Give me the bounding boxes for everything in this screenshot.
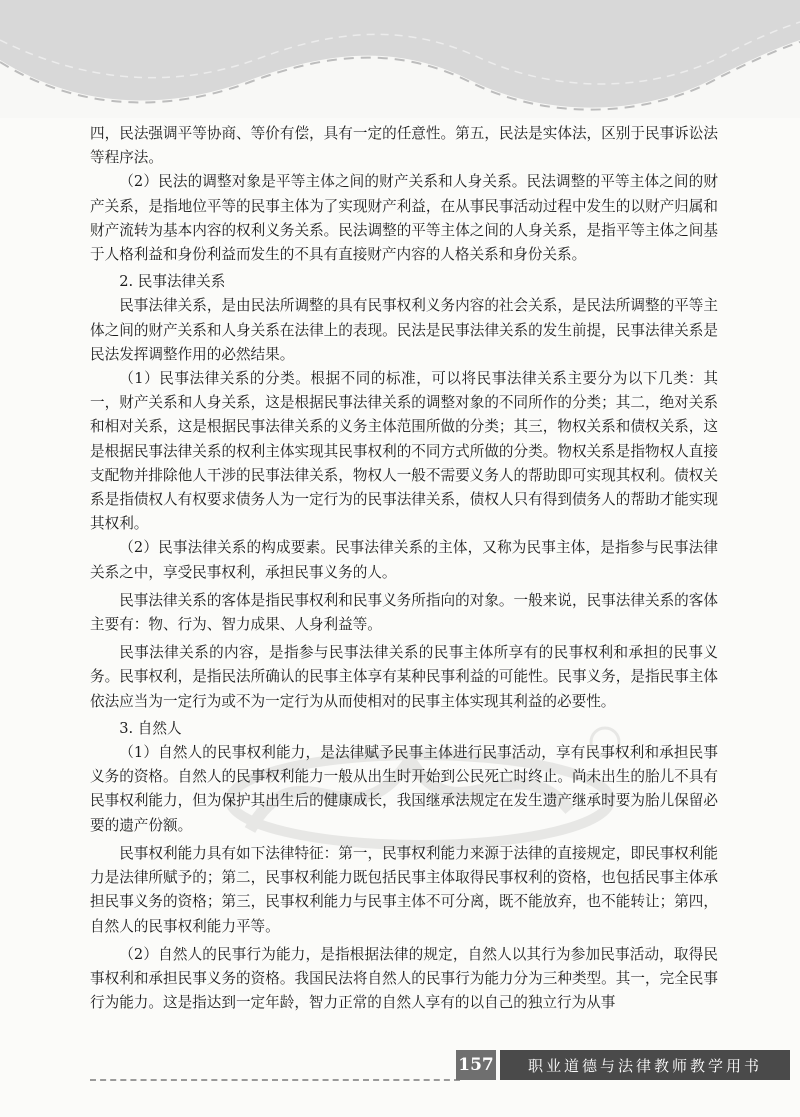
body-paragraph: （2）自然人的民事行为能力，是指根据法律的规定，自然人以其行为参加民事活动，取得民事权利和承担民事义务的资格。我国民法将自然人的民事行为能力分为三种类型。其一，完全民事行为能力。这是指达到一定年龄，智力正常的自然人享有的以自己的独立行为从事 — [90, 945, 718, 1012]
book-title: 职业道德与法律教师教学用书 — [500, 1050, 790, 1080]
body-paragraph: 民事权利能力具有如下法律特征：第一，民事权利能力来源于法律的直接规定，即民事权利能力是法律所赋予的；第二，民事权利能力既包括民事主体取得民事权利的资格，也包括民事主体承担民事义务的资格；第三，民事权利能力与民事主体不可分离，既不能放弃，也不能转让；第四，自然人的民事权利能力平等。 — [90, 844, 718, 935]
body-paragraph: （1）民事法律关系的分类。根据不同的标准，可以将民事法律关系主要分为以下几类：其一，财产关系和人身关系，这是根据民事法律关系的调整对象的不同所作的分类；其二，绝对关系和相对关系，这是根据民事法律关系的义务主体范围所做的分类；其三，物权关系和债权关系，这是根据民事法律关系的权利主体实现其民事权利的不同方式所做的分类。物权关系是指物权人直接支配物并排除他人干涉的民事法律关系，物权人一般不需要义务人的帮助即可实现其权利。债权关系是指债权人有权要求债务人为一定行为的民事法律关系，债权人只有得到债务人的帮助才能实现其权利。 — [90, 370, 718, 533]
section-heading: 3. 自然人 — [119, 719, 182, 737]
footer-dashed-line — [90, 1079, 460, 1081]
section-heading: 2. 民事法律关系 — [119, 273, 226, 291]
body-paragraph: （2）民法的调整对象是平等主体之间的财产关系和人身关系。民法调整的平等主体之间的财产关系，是指地位平等的民事主体为了实现财产利益，在从事民事活动过程中发生的以财产归属和财产流转为基本内容的权利义务关系。民法调整的平等主体之间的人身关系，是指平等主体之间基于人格利益和身份利益而发生的不具有直接财产内容的人格关系和身份关系。 — [90, 173, 718, 264]
main-text — [90, 122, 718, 1015]
page-number: 157 — [456, 1050, 496, 1080]
body-paragraph: 民事法律关系的客体是指民事权利和民事义务所指向的对象。一般来说，民事法律关系的客体主要有：物、行为、智力成果、人身利益等。 — [90, 591, 718, 634]
body-paragraph: 四，民法强调平等协商、等价有偿，具有一定的任意性。第五，民法是实体法，区别于民事诉讼法等程序法。 — [90, 125, 718, 167]
body-paragraph: 民事法律关系的内容，是指参与民事法律关系的民事主体所享有的民事权利和承担的民事义务。民事权利，是指民法所确认的民事主体享有某种民事利益的可能性。民事义务，是指民事主体依法应当为一定行为或不为一定行为从而使相对的民事主体实现其利益的必要性。 — [90, 644, 718, 710]
body-paragraph: 民事法律关系，是由民法所调整的具有民事权利义务内容的社会关系，是民法所调整的平等主体之间的财产关系和人身关系在法律上的表现。民法是民事法律关系的发生前提，民事法律关系是民法发挥调整作用的必然结果。 — [90, 297, 718, 363]
body-paragraph: （2）民事法律关系的构成要素。民事法律关系的主体，又称为民事主体，是指参与民事法律关系之中，享受民事权利，承担民事义务的人。 — [90, 539, 718, 581]
wave-header-decoration — [0, 0, 800, 118]
body-paragraph: （1）自然人的民事权利能力，是法律赋予民事主体进行民事活动，享有民事权利和承担民事义务的资格。自然人的民事权利能力一般从出生时开始到公民死亡时终止。尚未出生的胎儿不具有民事权利能力，但为保护其出生后的健康成长，我国继承法规定在发生遗产继承时要为胎儿保留必要的遗产份额。 — [90, 744, 718, 834]
